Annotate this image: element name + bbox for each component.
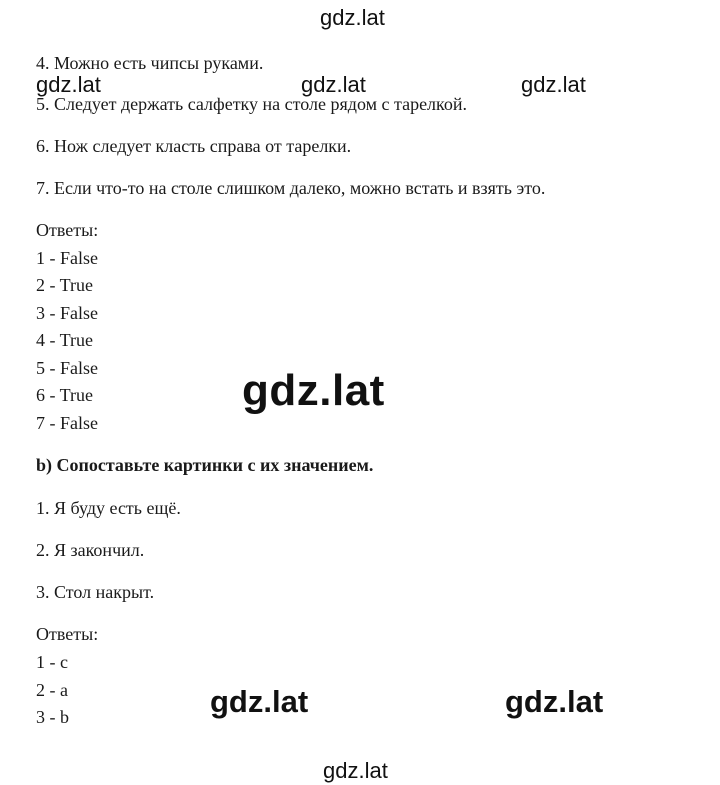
phrase-3: 3. Стол накрыт. bbox=[36, 582, 155, 602]
watermark: gdz.lat bbox=[323, 758, 388, 783]
watermark: gdz.lat bbox=[301, 72, 366, 97]
watermark: gdz.lat bbox=[320, 5, 385, 30]
answers-label: Ответы: bbox=[36, 220, 99, 240]
answer-item: 7 - False bbox=[36, 413, 98, 433]
watermark: gdz.lat bbox=[521, 72, 586, 97]
statement-4: 4. Можно есть чипсы руками. bbox=[36, 53, 264, 73]
phrase-2: 2. Я закончил. bbox=[36, 540, 145, 560]
watermark: gdz.lat bbox=[242, 366, 385, 415]
watermark: gdz.lat bbox=[505, 684, 604, 719]
statement-5: 5. Следует держать салфетку на столе рядом с тарелкой. bbox=[36, 94, 468, 114]
watermark: gdz.lat bbox=[36, 72, 101, 97]
answer-item: 2 - a bbox=[36, 680, 68, 700]
answers-label: Ответы: bbox=[36, 624, 99, 644]
answer-item: 2 - True bbox=[36, 275, 94, 295]
phrase-1: 1. Я буду есть ещё. bbox=[36, 498, 181, 518]
answer-item: 4 - True bbox=[36, 330, 94, 350]
answer-item: 3 - b bbox=[36, 707, 69, 727]
statement-6: 6. Нож следует класть справа от тарелки. bbox=[36, 136, 352, 156]
statement-7: 7. Если что-то на столе слишком далеко, можно встать и взять это. bbox=[36, 178, 546, 198]
answer-item: 5 - False bbox=[36, 358, 98, 378]
answer-item: 6 - True bbox=[36, 385, 94, 405]
answer-item: 3 - False bbox=[36, 303, 98, 323]
answer-item: 1 - c bbox=[36, 652, 68, 672]
answer-item: 1 - False bbox=[36, 248, 98, 268]
section-b-title: b) Сопоставьте картинки с их значением. bbox=[36, 455, 374, 475]
watermark: gdz.lat bbox=[210, 684, 309, 719]
